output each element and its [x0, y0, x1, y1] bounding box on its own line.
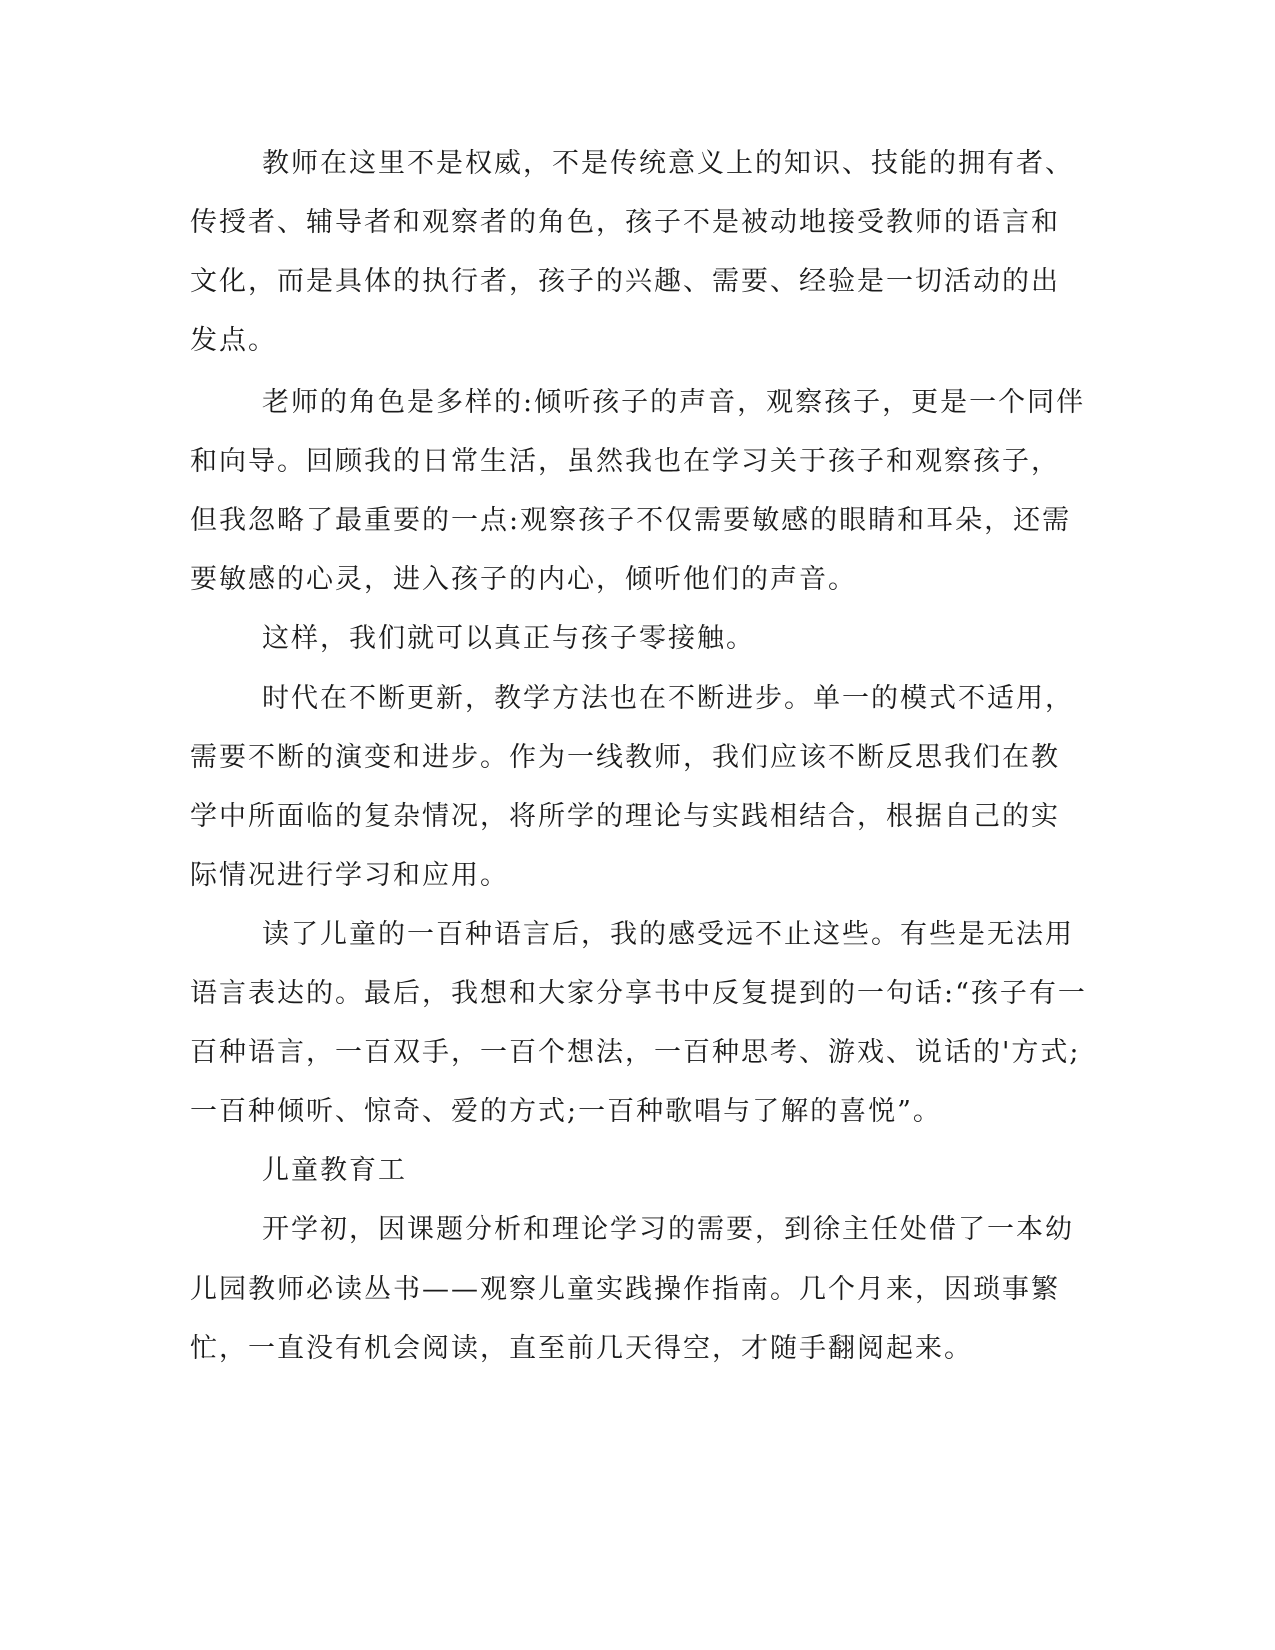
text-line: 文化，而是具体的执行者，孩子的兴趣、需要、经验是一切活动的出	[190, 266, 1060, 297]
text-line: 但我忽略了最重要的一点:观察孩子不仅需要敏感的眼睛和耳朵，还需	[190, 505, 1072, 536]
text-line: 读了儿童的一百种语言后，我的感受远不止这些。有些是无法用	[262, 919, 1074, 950]
text-line: 儿童教育工	[262, 1155, 407, 1186]
text-line: 百种语言，一百双手，一百个想法，一百种思考、游戏、说话的'方式;	[190, 1037, 1081, 1068]
text-line: 际情况进行学习和应用。	[190, 860, 509, 891]
text-line: 传授者、辅导者和观察者的角色，孩子不是被动地接受教师的语言和	[190, 207, 1060, 238]
text-line: 学中所面临的复杂情况，将所学的理论与实践相结合，根据自己的实	[190, 801, 1060, 832]
text-line: 这样，我们就可以真正与孩子零接触。	[262, 623, 755, 654]
text-line: 语言表达的。最后，我想和大家分享书中反复提到的一句话:“孩子有一	[190, 978, 1087, 1009]
text-line: 发点。	[190, 325, 277, 356]
text-line: 开学初，因课题分析和理论学习的需要，到徐主任处借了一本幼	[262, 1214, 1074, 1245]
text-line: 一百种倾听、惊奇、爱的方式;一百种歌唱与了解的喜悦”。	[190, 1096, 942, 1127]
text-line: 和向导。回顾我的日常生活，虽然我也在学习关于孩子和观察孩子，	[190, 446, 1060, 477]
text-line: 教师在这里不是权威，不是传统意义上的知识、技能的拥有者、	[262, 148, 1074, 179]
text-line: 儿园教师必读丛书——观察儿童实践操作指南。几个月来，因琐事繁	[190, 1274, 1060, 1305]
text-line: 要敏感的心灵，进入孩子的内心，倾听他们的声音。	[190, 564, 857, 595]
text-line: 时代在不断更新，教学方法也在不断进步。单一的模式不适用，	[262, 683, 1074, 714]
text-line: 老师的角色是多样的:倾听孩子的声音，观察孩子，更是一个同伴	[262, 387, 1086, 418]
text-line: 需要不断的演变和进步。作为一线教师，我们应该不断反思我们在教	[190, 742, 1060, 773]
text-line: 忙，一直没有机会阅读，直至前几天得空，才随手翻阅起来。	[190, 1333, 973, 1364]
